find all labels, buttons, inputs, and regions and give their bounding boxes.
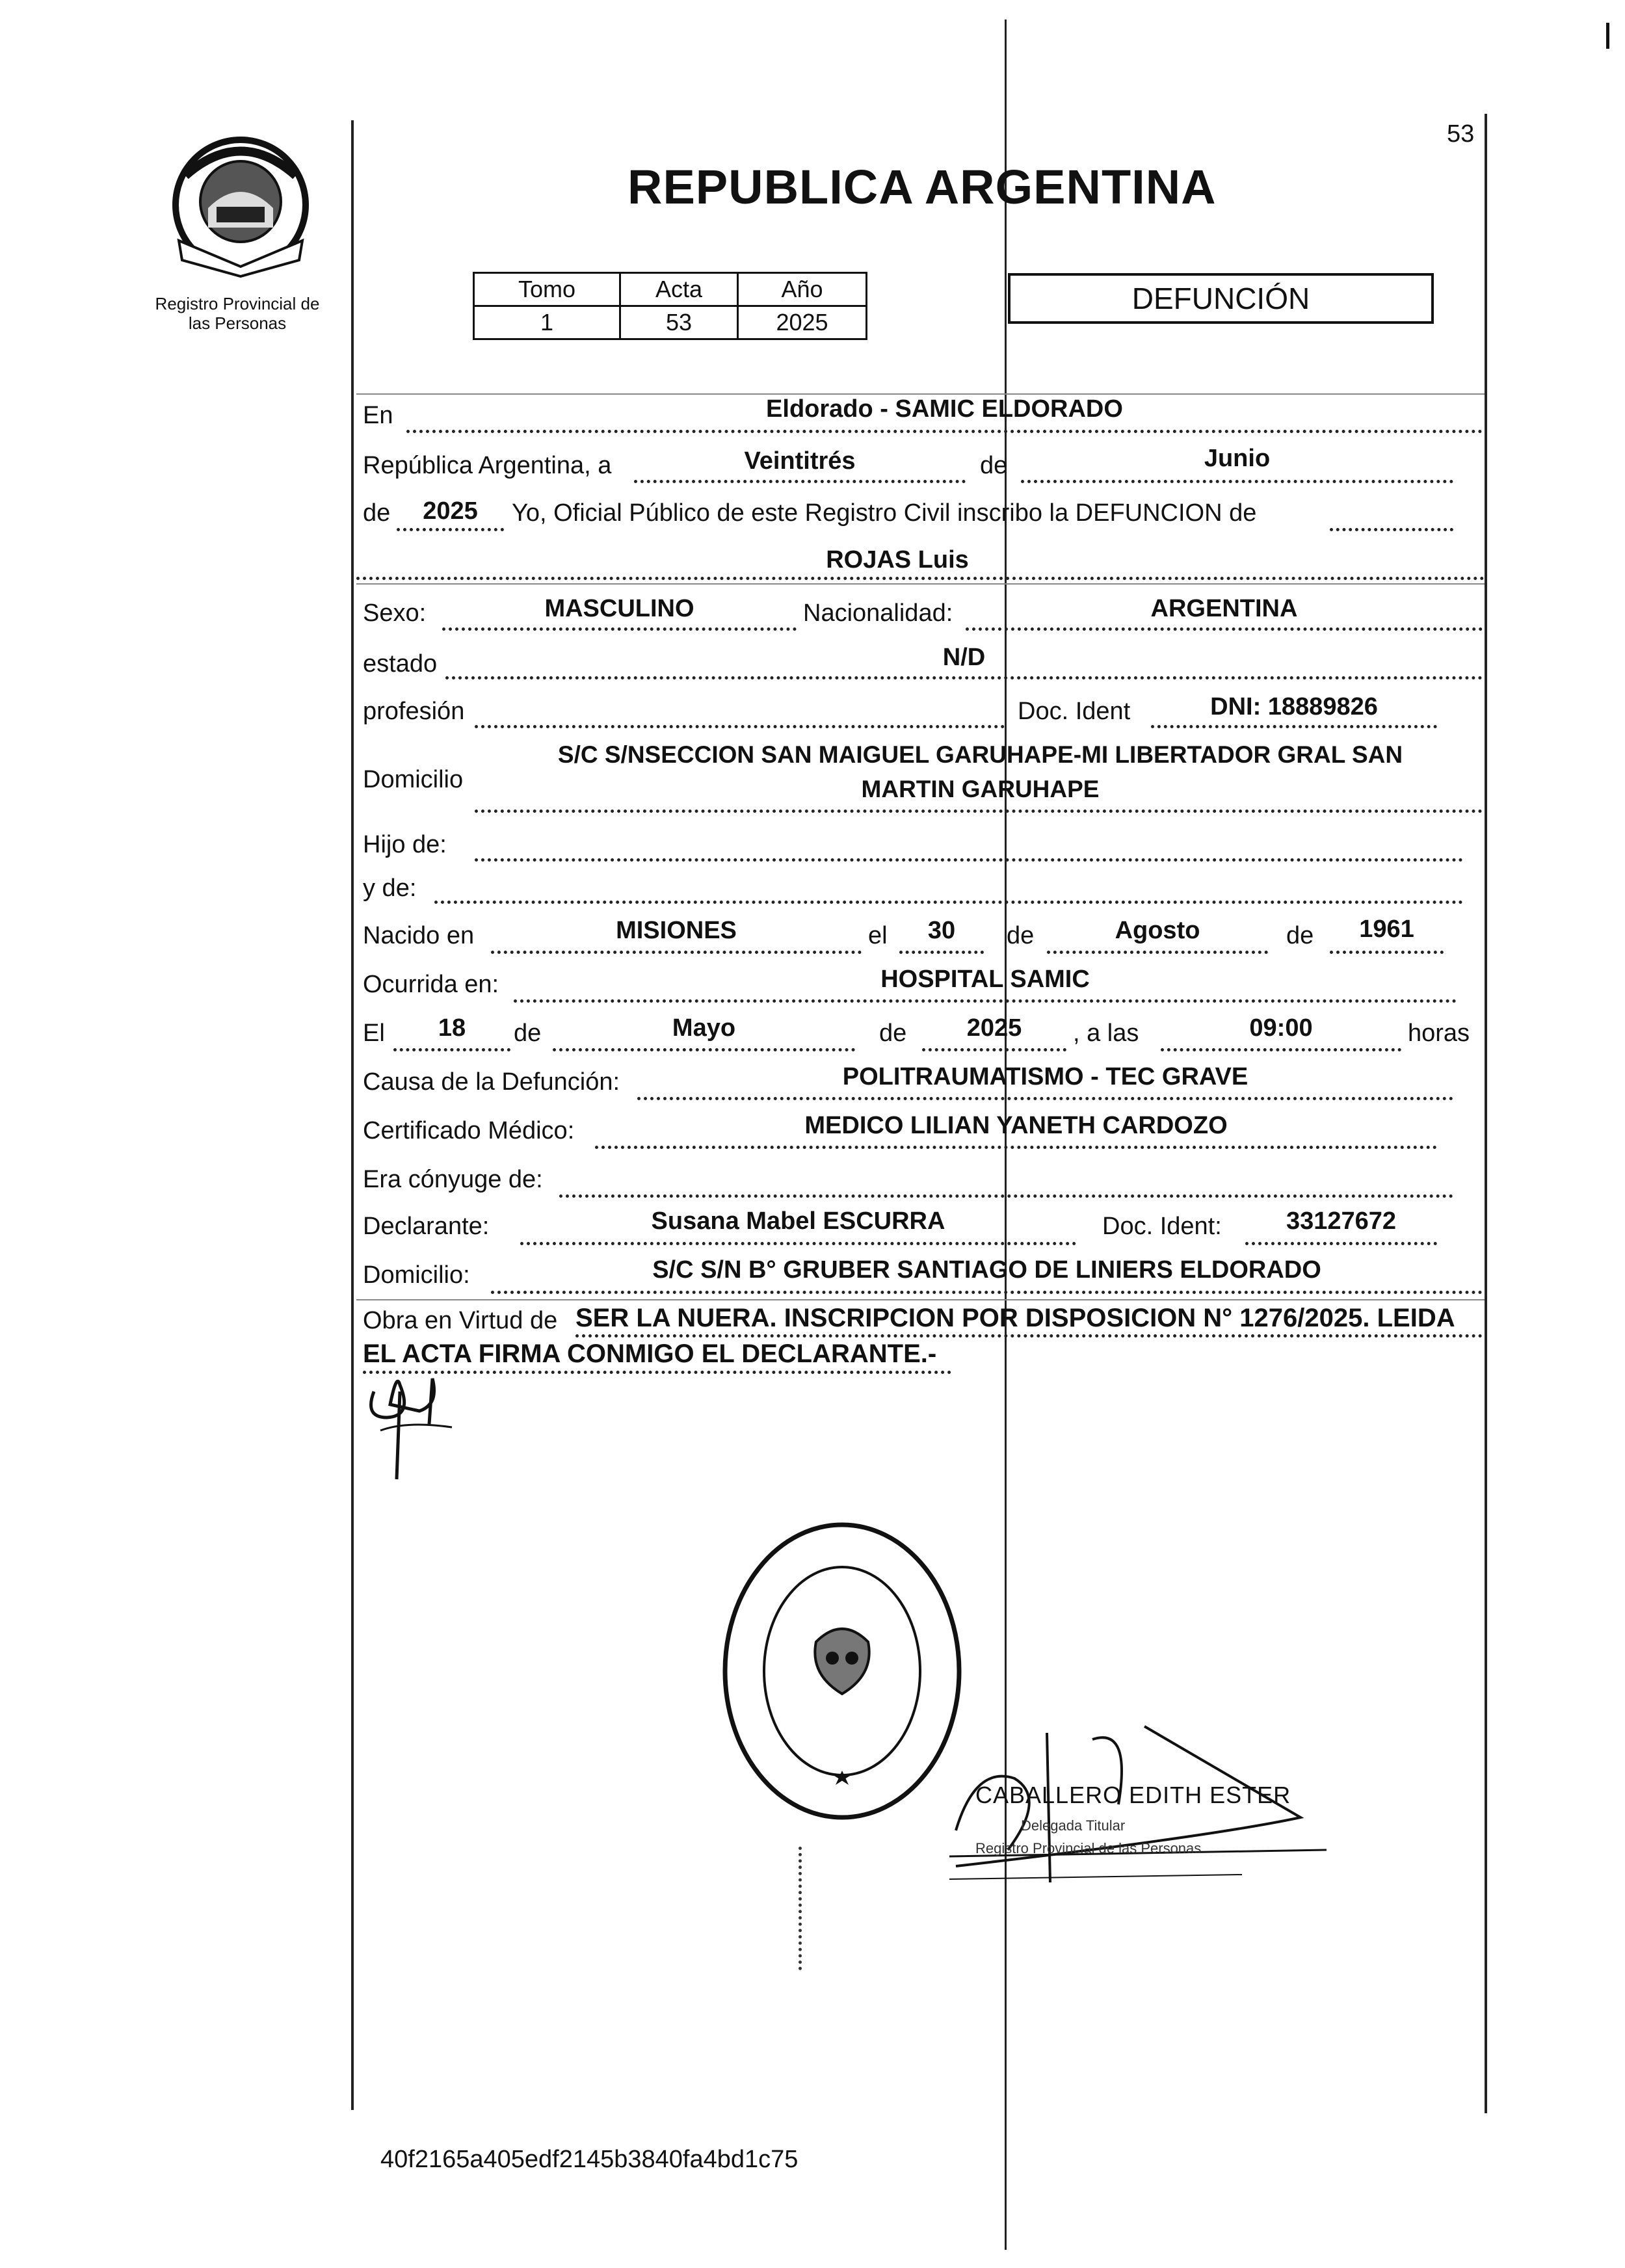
table-value-ano: 2025: [738, 306, 867, 339]
hijo-de-label: Hijo de:: [363, 831, 447, 858]
intro-end-line: [1330, 528, 1453, 531]
death-el-label: El: [363, 1020, 385, 1047]
estado-label: estado: [363, 650, 438, 678]
birth-year-line: [1330, 951, 1444, 954]
declarante-doc-line: [1245, 1242, 1437, 1245]
certificado-label: Certificado Médico:: [363, 1117, 575, 1144]
ocurrida-line: [514, 999, 1457, 1003]
record-table-header-row: [474, 273, 867, 306]
table-header-ano: Año: [738, 273, 867, 306]
name-line: [356, 577, 1485, 580]
deceased-name: ROJAS Luis: [826, 546, 969, 574]
nacido-label: Nacido en: [363, 922, 475, 949]
causa-label: Causa de la Defunción:: [363, 1068, 620, 1096]
obra-line1: SER LA NUERA. INSCRIPCION POR DISPOSICION N° 1276/2025. LEIDA: [575, 1304, 1455, 1332]
registry-name-line2: las Personas: [188, 313, 287, 333]
corner-mark: [1606, 23, 1609, 49]
hijo-de-line: [475, 858, 1463, 862]
provincial-seal-logo: [166, 130, 315, 280]
death-year-value: 2025: [966, 1014, 1022, 1042]
doc-ident-label: Doc. Ident: [1018, 698, 1131, 725]
causa-value: POLITRAUMATISMO - TEC GRAVE: [842, 1063, 1248, 1090]
de-label-1: de: [980, 452, 1008, 479]
declarante-domicilio-line: [491, 1291, 1483, 1294]
de-label-6: de: [879, 1020, 907, 1047]
death-month-value: Mayo: [672, 1014, 736, 1042]
domicilio-label: Domicilio: [363, 766, 464, 793]
month-line: [1021, 480, 1453, 483]
profesion-line: [475, 725, 1005, 728]
page-number: 53: [1447, 120, 1475, 148]
year-value: 2025: [423, 497, 478, 525]
estado-line: [445, 676, 1483, 679]
alas-label: , a las: [1073, 1020, 1139, 1047]
sexo-line: [442, 627, 797, 631]
de-label-2: de: [363, 499, 391, 527]
de-label-4: de: [1286, 922, 1314, 949]
declarante-doc-value: 33127672: [1286, 1207, 1397, 1235]
de-label-5: de: [514, 1020, 542, 1047]
day-value: Veintitrés: [744, 447, 856, 475]
intro-text: Yo, Oficial Público de este Registro Civil inscribo la DEFUNCION de: [512, 499, 1257, 527]
registry-stamp: [719, 1518, 966, 1824]
declarante-line: [520, 1242, 1076, 1245]
nacionalidad-line: [966, 627, 1483, 631]
right-margin-line: [1485, 114, 1487, 2113]
estado-value: N/D: [942, 644, 986, 671]
conyuge-line: [559, 1194, 1453, 1198]
de-label-3: de: [1007, 922, 1035, 949]
table-header-tomo: Tomo: [474, 273, 620, 306]
row-divider: [356, 393, 1485, 395]
doc-ident-line: [1151, 725, 1437, 728]
death-year-line: [922, 1048, 1066, 1051]
death-time-value: 09:00: [1249, 1014, 1313, 1042]
el-label: el: [868, 922, 888, 949]
official-stamp-office: Registro Provincial de las Personas: [975, 1840, 1202, 1856]
footer-hash: 40f2165a405edf2145b3840fa4bd1c75: [380, 2146, 799, 2173]
registry-name: [140, 294, 335, 333]
obra-label: Obra en Virtud de: [363, 1307, 558, 1334]
profesion-label: profesión: [363, 698, 465, 725]
declarante-label: Declarante:: [363, 1213, 490, 1240]
official-stamp-role: Delegada Titular: [1021, 1817, 1126, 1834]
declarant-signature: [361, 1365, 465, 1483]
birth-day-line: [899, 951, 984, 954]
nacido-value: MISIONES: [616, 917, 737, 944]
declarante-doc-label: Doc. Ident:: [1102, 1213, 1222, 1240]
stray-dots: [799, 1847, 806, 1970]
official-stamp-name: CABALLERO EDITH ESTER: [975, 1782, 1291, 1808]
certificado-value: MEDICO LILIAN YANETH CARDOZO: [804, 1112, 1228, 1139]
table-header-acta: Acta: [620, 273, 738, 306]
year-line: [397, 528, 504, 531]
birth-day-value: 30: [927, 917, 956, 944]
row-divider: [356, 1299, 1485, 1300]
nacido-line: [491, 951, 862, 954]
table-value-tomo: 1: [474, 306, 620, 339]
domicilio-line: [475, 810, 1483, 813]
republica-label: República Argentina, a: [363, 452, 612, 479]
month-value: Junio: [1204, 445, 1271, 472]
page-title: REPUBLICA ARGENTINA: [628, 160, 1217, 214]
birth-year-value: 1961: [1359, 916, 1414, 943]
place-value: Eldorado - SAMIC ELDORADO: [766, 395, 1123, 423]
en-label: En: [363, 402, 393, 429]
document-type-box: DEFUNCIÓN: [1008, 273, 1434, 324]
row-divider: [356, 583, 1485, 585]
declarante-value: Susana Mabel ESCURRA: [651, 1207, 945, 1235]
birth-month-value: Agosto: [1115, 917, 1200, 944]
sexo-value: MASCULINO: [544, 595, 694, 622]
nacionalidad-label: Nacionalidad:: [803, 600, 953, 627]
birth-month-line: [1047, 951, 1268, 954]
place-line: [406, 430, 1483, 433]
y-de-label: y de:: [363, 875, 417, 902]
conyuge-label: Era cónyuge de:: [363, 1166, 543, 1193]
ocurrida-value: HOSPITAL SAMIC: [880, 966, 1090, 993]
causa-line: [637, 1097, 1453, 1100]
horas-label: horas: [1408, 1020, 1470, 1047]
declarante-domicilio-label: Domicilio:: [363, 1261, 470, 1289]
obra-underline1: [575, 1334, 1483, 1338]
day-line: [634, 480, 966, 483]
nacionalidad-value: ARGENTINA: [1150, 595, 1298, 622]
domicilio-line1: S/C S/NSECCION SAN MAIGUEL GARUHAPE-MI LIBERTADOR GRAL SAN: [557, 741, 1403, 768]
certificado-line: [595, 1146, 1437, 1149]
sexo-label: Sexo:: [363, 600, 427, 627]
left-margin-line: [351, 120, 354, 2110]
y-de-line: [434, 901, 1463, 904]
death-month-line: [553, 1048, 855, 1051]
death-day-value: 18: [438, 1014, 466, 1042]
obra-line2: EL ACTA FIRMA CONMIGO EL DECLARANTE.-: [363, 1339, 937, 1368]
death-time-line: [1161, 1048, 1401, 1051]
registry-name-line1: Registro Provincial de: [155, 294, 320, 313]
death-day-line: [393, 1048, 510, 1051]
table-value-acta: 53: [620, 306, 738, 339]
record-table-value-row: [474, 306, 867, 339]
doc-ident-value: DNI: 18889826: [1210, 693, 1378, 720]
domicilio-line2: MARTIN GARUHAPE: [861, 776, 1100, 802]
ocurrida-label: Ocurrida en:: [363, 971, 499, 998]
record-table: [473, 272, 867, 340]
declarante-domicilio-value: S/C S/N B° GRUBER SANTIAGO DE LINIERS ELDORADO: [652, 1256, 1321, 1284]
